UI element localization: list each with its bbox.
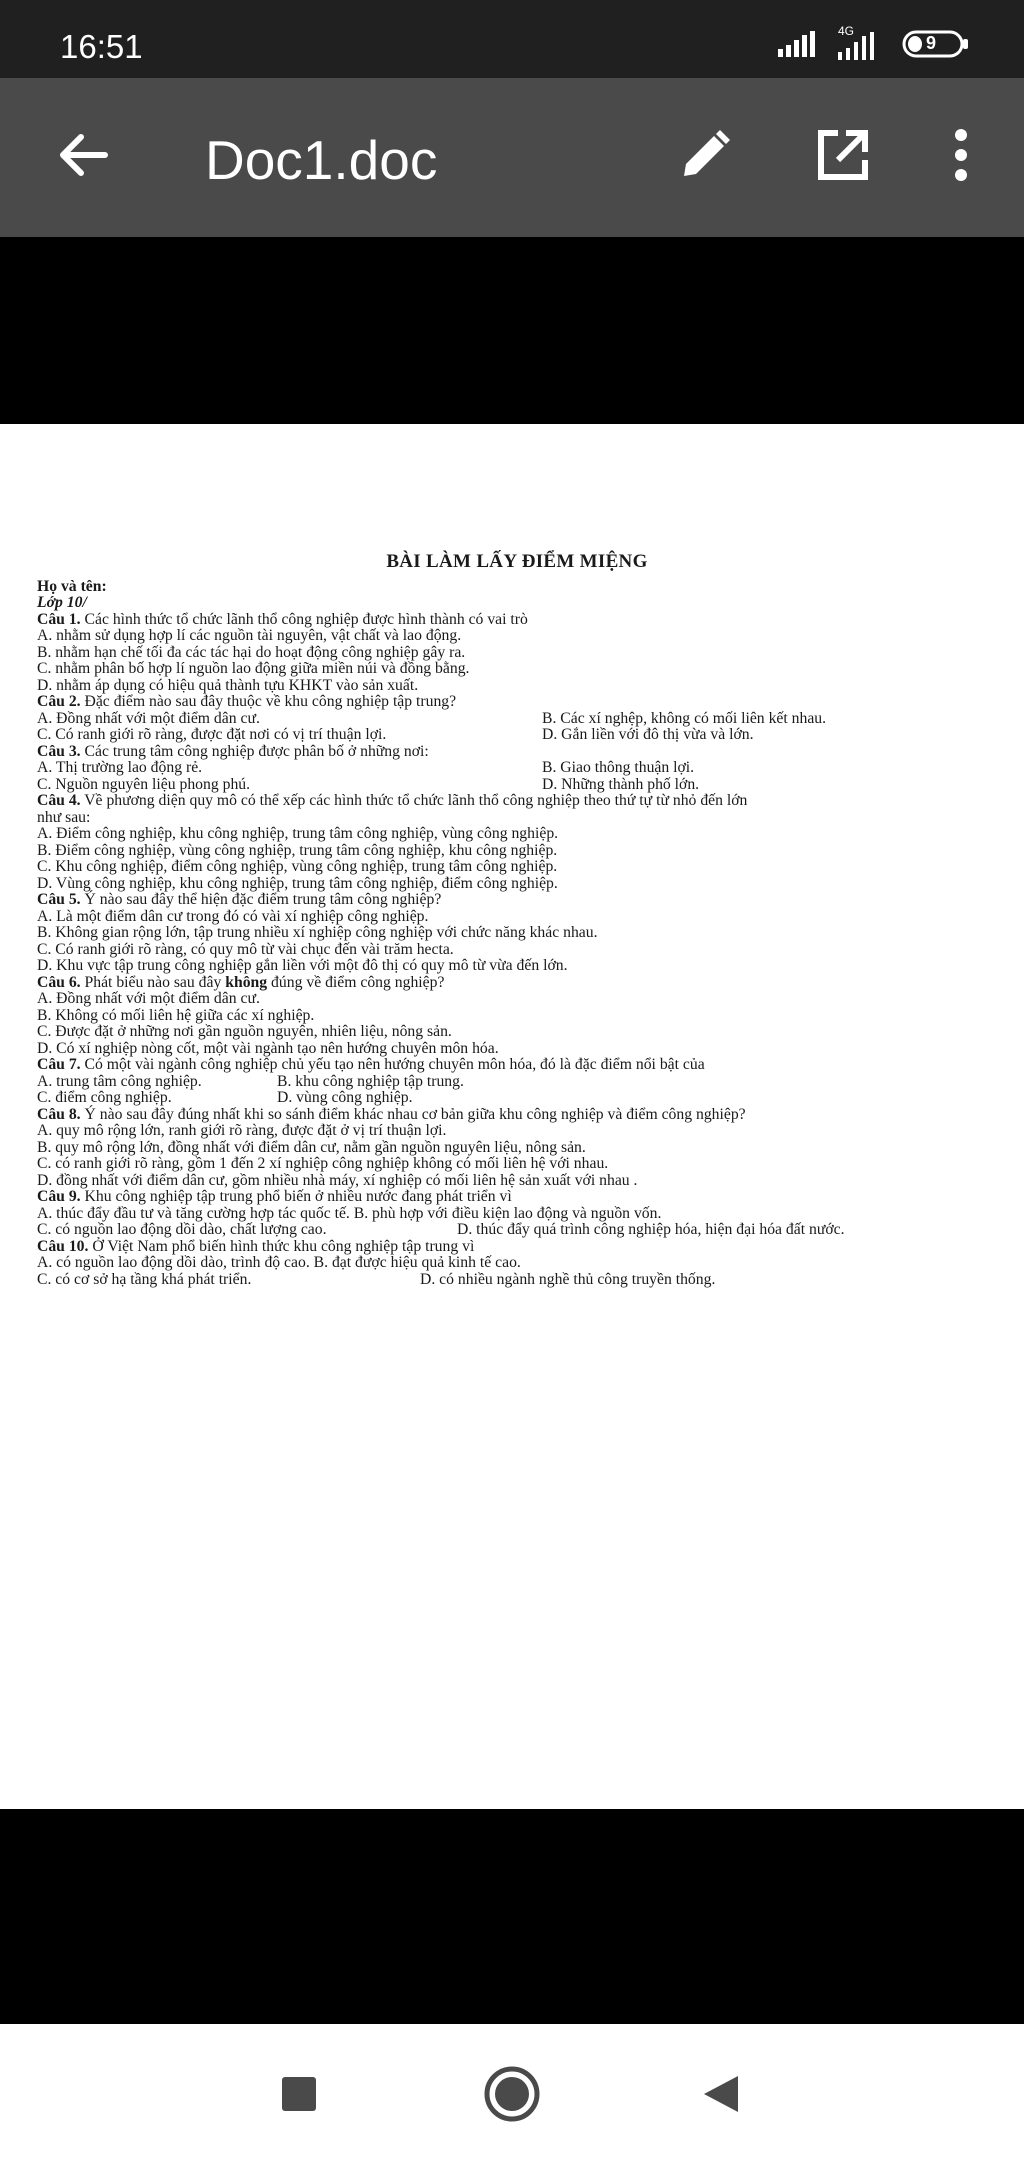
signal-icon — [776, 31, 818, 57]
answer-row: A. Thị trường lao động rẻ. B. Giao thông thuận lợi. — [37, 759, 695, 776]
status-time: 16:51 — [60, 28, 143, 65]
question-6: Câu 6. Phát biểu nào sau đây không đúng về điểm công nghiệp? — [37, 973, 445, 991]
network-type: 4G — [838, 24, 855, 38]
status-icons — [776, 24, 970, 60]
question-10: Câu 10. Ở Việt Nam phổ biến hình thức khu công nghiệp tập trung vì — [37, 1237, 475, 1255]
pencil-icon — [678, 128, 732, 182]
battery-icon — [902, 29, 970, 59]
answer-row: C. có cơ sở hạ tầng khá phát triển. D. có nhiều ngành nghề thủ công truyền thống. — [37, 1270, 716, 1288]
question-4: Câu 4. Về phương diện quy mô có thể xếp các hình thức tổ chức lãnh thổ công nghiệp theo thứ tự từ nhỏ đến lớn — [37, 792, 748, 809]
document-viewer[interactable] — [0, 237, 1024, 2024]
answer-row: C. Có ranh giới rõ ràng, được đặt nơi có vị trí thuận lợi. D. Gắn liền với đô thị vừa và lớn. — [37, 726, 754, 743]
answer-option: A. nhằm sử dụng hợp lí các nguồn tài nguyên, vật chất và lao động. — [37, 627, 462, 644]
answer-row: A. có nguồn lao động dồi dào, trình độ cao. B. đạt được hiệu quả kinh tế cao. — [37, 1254, 521, 1271]
question-2: Câu 2. Đặc điểm nào sau đây thuộc về khu công nghiệp tập trung? — [37, 693, 457, 710]
answer-option: A. Điểm công nghiệp, khu công nghiệp, trung tâm công nghiệp, vùng công nghiệp. — [37, 825, 559, 842]
answer-option: A. quy mô rộng lớn, ranh giới rõ ràng, được đặt ở vị trí thuận lợi. — [37, 1122, 447, 1139]
question-4-cont: như sau: — [37, 808, 91, 826]
answer-option: B. Điểm công nghiệp, vùng công nghiệp, trung tâm công nghiệp, khu công nghiệp. — [37, 841, 558, 859]
answer-row: C. Nguồn nguyên liệu phong phú. D. Những thành phố lớn. — [37, 775, 700, 793]
question-5: Câu 5. Ý nào sau đây thể hiện đặc điểm trung tâm công nghiệp? — [37, 891, 442, 908]
question-3: Câu 3. Các trung tâm công nghiệp được phân bố ở những nơi: — [37, 742, 429, 760]
status-bar — [0, 0, 1024, 78]
answer-row: C. điểm công nghiệp. D. vùng công nghiệp. — [37, 1089, 413, 1106]
document-title: Doc1.doc — [205, 129, 438, 191]
home-button[interactable] — [477, 2059, 547, 2129]
answer-option: C. nhằm phân bố hợp lí nguồn lao động giữa miền núi và đồng bằng. — [37, 660, 470, 677]
triangle-back-icon — [702, 2074, 740, 2114]
answer-row: C. có nguồn lao động dồi dào, chất lượng cao. D. thúc đẩy quá trình công nghiệp hóa, hiện đại hóa đất nước. — [37, 1221, 845, 1238]
answer-row: A. thúc đẩy đầu tư và tăng cường hợp tác quốc tế. B. phù hợp với điều kiện lao động và nguồn vốn. — [37, 1204, 662, 1222]
more-options-button[interactable] — [926, 120, 996, 190]
question-1: Câu 1. Các hình thức tổ chức lãnh thổ công nghiệp được hình thành có vai trò — [37, 610, 528, 628]
page-content — [37, 551, 997, 1288]
answer-option: A. Là một điểm dân cư trong đó có vài xí nghiệp công nghiệp. — [37, 907, 429, 925]
back-button[interactable] — [48, 120, 118, 190]
signal-4g-icon — [832, 24, 888, 60]
name-label: Họ và tên: — [37, 577, 107, 595]
class-label: Lớp 10/ — [37, 594, 87, 611]
answer-option: D. Có xí nghiệp nòng cốt, một vài ngành tạo nên hướng chuyên môn hóa. — [37, 1039, 499, 1057]
answer-row: A. Đồng nhất với một điểm dân cư. B. Các xí nghệp, không có mối liên kết nhau. — [37, 709, 827, 727]
arrow-back-icon — [57, 129, 109, 181]
doc-heading: BÀI LÀM LẤY ĐIỂM MIỆNG — [386, 551, 648, 572]
answer-option: B. Không có mối liên hệ giữa các xí nghiệp. — [37, 1006, 315, 1024]
question-7: Câu 7. Có một vài ngành công nghiệp chủ yếu tạo nên hướng chuyên môn hóa, đó là đặc điểm nổi bật của — [37, 1056, 705, 1073]
question-9: Câu 9. Khu công nghiệp tập trung phổ biến ở nhiều nước đang phát triển vì — [37, 1188, 512, 1205]
document-page — [0, 424, 1024, 1809]
circle-icon — [484, 2066, 540, 2122]
recents-button[interactable] — [264, 2059, 334, 2129]
answer-option: C. Có ranh giới rõ ràng, có quy mô từ vài chục đến vài trăm hecta. — [37, 940, 454, 958]
system-nav-bar — [0, 2024, 1024, 2162]
answer-option: C. Khu công nghiệp, điểm công nghiệp, vùng công nghiệp, trung tâm công nghiệp. — [37, 858, 558, 875]
answer-option: C. Được đặt ở những nơi gần nguồn nguyên, nhiên liệu, nông sản. — [37, 1023, 452, 1040]
answer-option: B. Không gian rộng lớn, tập trung nhiều xí nghiệp công nghiệp với chức năng khác nhau. — [37, 924, 598, 941]
answer-option: A. Đồng nhất với một điểm dân cư. — [37, 990, 260, 1007]
answer-option: B. quy mô rộng lớn, đồng nhất với điểm dân cư, nằm gần nguồn nguyên liệu, nông sản. — [37, 1138, 586, 1156]
answer-option: D. nhằm áp dụng có hiệu quả thành tựu KHKT vào sản xuất. — [37, 676, 419, 694]
square-icon — [281, 2076, 317, 2112]
open-external-icon — [816, 128, 870, 182]
app-bar — [0, 78, 1024, 237]
answer-option: D. đồng nhất với điểm dân cư, gồm nhiều nhà máy, xí nghiệp có mối liên hệ sản xuất với nhau . — [37, 1171, 638, 1189]
nav-back-button[interactable] — [686, 2059, 756, 2129]
edit-button[interactable] — [670, 120, 740, 190]
answer-option: D. Vùng công nghiệp, khu công nghiệp, trung tâm công nghiệp, điểm công nghiệp. — [37, 874, 558, 892]
battery-level: 9 — [926, 33, 937, 53]
answer-row: A. trung tâm công nghiệp. B. khu công nghiệp tập trung. — [37, 1072, 464, 1090]
more-vert-icon — [951, 128, 971, 182]
answer-option: B. nhằm hạn chế tối đa các tác hại do hoạt động công nghiệp gây ra. — [37, 643, 466, 661]
open-in-button[interactable] — [808, 120, 878, 190]
answer-option: C. có ranh giới rõ ràng, gồm 1 đến 2 xí nghiệp công nghiệp không có mối liên hệ với nhau. — [37, 1155, 609, 1172]
answer-option: D. Khu vực tập trung công nghiệp gắn liền với một đô thị có quy mô từ vừa đến lớn. — [37, 957, 568, 974]
question-8: Câu 8. Ý nào sau đây đúng nhất khi so sánh điểm khác nhau cơ bản giữa khu công nghiệp và điểm công nghiệp? — [37, 1105, 746, 1123]
